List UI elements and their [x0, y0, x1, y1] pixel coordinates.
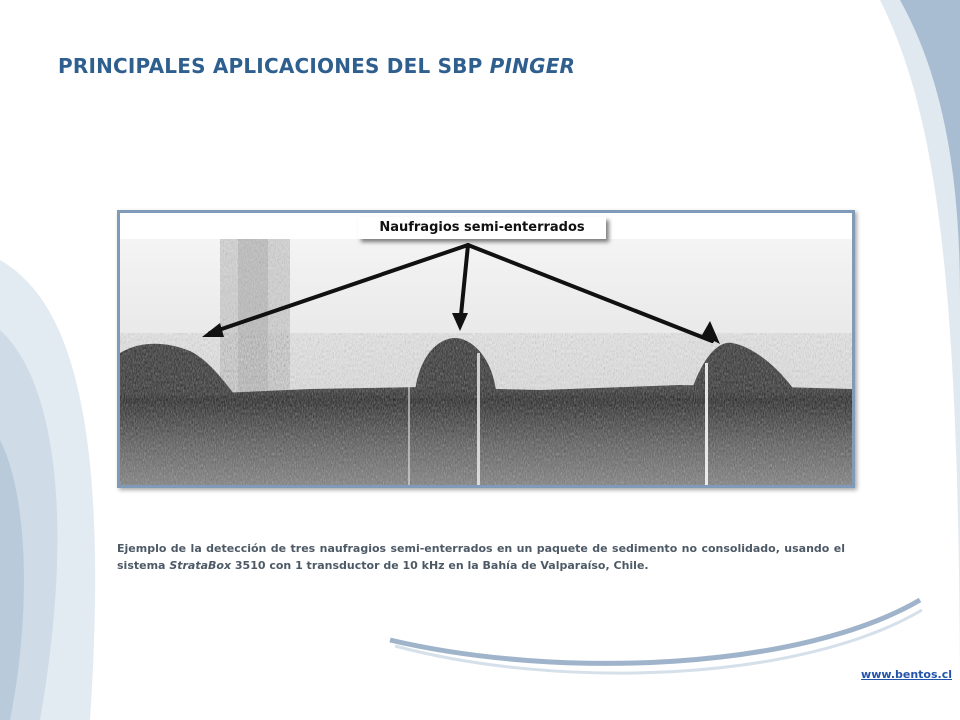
sonar-figure-frame: [117, 210, 855, 488]
sonar-profile-image: [120, 213, 852, 485]
website-link[interactable]: www.bentos.cl: [861, 668, 952, 681]
caption-part-2: 3510 con 1 transductor de 10 kHz en la Bahía de Valparaíso, Chile.: [231, 559, 649, 572]
slide-title-emphasis: PINGER: [489, 54, 576, 78]
caption-part-1: Ejemplo de la detección de tres naufragios semi-enterrados en un paquete de sedimento no consolidado, usando el sistema: [117, 542, 845, 572]
caption-product-name: StrataBox: [169, 559, 232, 572]
figure-caption: [117, 540, 845, 574]
wrecks-label: Naufragios semi-enterrados: [358, 217, 606, 239]
slide-title-main: PRINCIPALES APLICACIONES DEL SBP: [58, 54, 490, 78]
slide-title: [58, 54, 575, 78]
